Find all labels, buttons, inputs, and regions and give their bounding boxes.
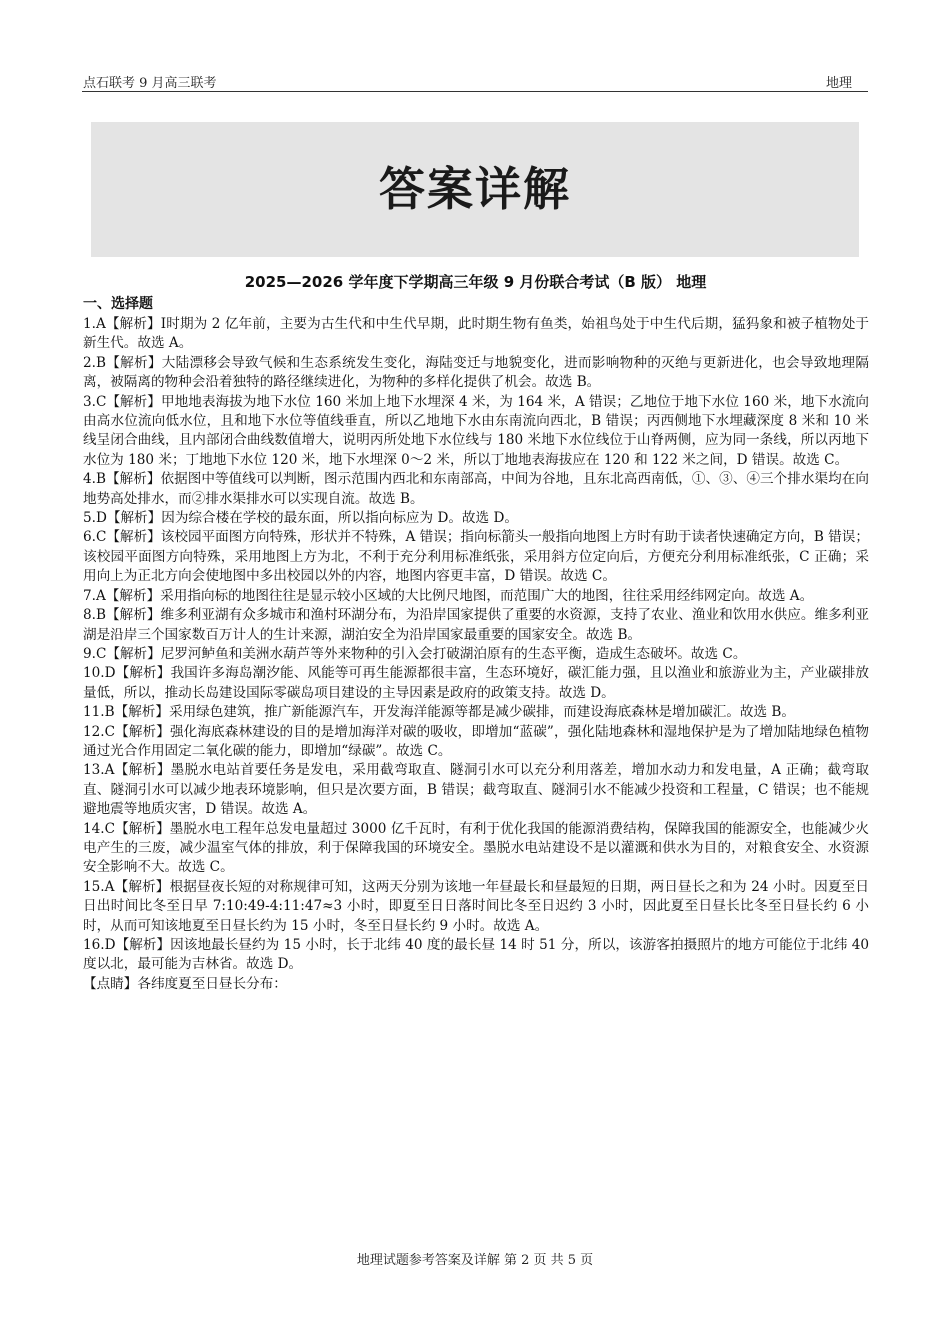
answer-text: 墨脱水电站首要任务是发电，采用截弯取直、隧洞引水可以充分利用落差，增加水动力和发电量，A 正确；截弯取直、隧洞引水可以减少地表环境影响，但只是次要方面，B 错误；截弯取直、隧洞引水不能减少投资和工程量，C 错误；也不能规避地震等地质灾害，D 错误。故选 A。 bbox=[83, 762, 870, 818]
note-item bbox=[83, 975, 869, 994]
answer-item bbox=[83, 354, 869, 393]
answer-tag: 【解析】 bbox=[106, 393, 161, 410]
answer-item bbox=[83, 393, 869, 471]
note-tag: 【点睛】 bbox=[83, 975, 138, 992]
answer-tag: 【解析】 bbox=[115, 665, 171, 682]
answer-text: 采用绿色建筑，推广新能源汽车，开发海洋能源等都是减少碳排，而建设海底森林是增加碳汇。故选 B。 bbox=[168, 704, 796, 721]
answer-tag: 【解析】 bbox=[106, 510, 162, 527]
answer-text: 维多利亚湖有众多城市和渔村环湖分布，为沿岸国家提供了重要的水资源，支持了农业、渔业和饮用水供应。维多利亚湖是沿岸三个国家数百万计人的生计来源，湖泊安全为沿岸国家最重要的国家安全。故选 B。 bbox=[83, 607, 870, 643]
banner-title: 答案详解 bbox=[379, 162, 571, 216]
answer-text: 该校园平面图方向特殊，形状并不特殊，A 错误；指向标箭头一般指向地图上方时有助于读者快速确定方向，B 错误；该校园平面图方向特殊，采用地图上方为北，不利于充分利用标准纸张，采用斜方位定向后，方便充分利用标准纸张，C 正确；采用向上为正北方向会使地图中多出校园以外的内容，地图内容更丰富，D 错误。故选 C。 bbox=[83, 529, 869, 585]
header-rule bbox=[82, 91, 868, 92]
answer-tag: 【解析】 bbox=[105, 316, 161, 332]
answer-item bbox=[83, 587, 869, 606]
answer-id: 7.A bbox=[83, 587, 106, 604]
page-footer: 地理试题参考答案及详解 第 2 页 共 5 页 bbox=[356, 1253, 594, 1268]
answer-tag: 【解析】 bbox=[106, 645, 161, 662]
answer-item bbox=[83, 761, 869, 819]
answer-tag: 【解析】 bbox=[105, 607, 161, 624]
answer-item bbox=[83, 820, 869, 878]
header-right: 地理 bbox=[825, 76, 852, 91]
answer-text: 采用指向标的地图往往是显示较小区域的大比例尺地图，而范围广大的地图，往往采用经纬网定向。故选 A。 bbox=[160, 587, 814, 604]
answer-id: 12.C bbox=[83, 723, 116, 740]
answer-tag: 【解析】 bbox=[115, 937, 171, 953]
answer-id: 10.D bbox=[83, 665, 116, 682]
answer-id: 4.B bbox=[83, 471, 106, 488]
answer-list bbox=[83, 315, 869, 994]
answer-tag: 【解析】 bbox=[114, 878, 170, 895]
answer-tag: 【解析】 bbox=[106, 529, 161, 546]
answer-text: 根据昼夜长短的对称规律可知，这两天分别为该地一年昼最长和昼最短的日期，两日昼长之和为 24 小时。因夏至日日出时间比冬至日早 7:10:49-4:11:47≈3 小时，即夏至日日落时间比冬至日迟约 3 小时，因此夏至日昼长比冬至日昼长约 6 小时，从而可知该地夏至日昼长约为 15 小时，冬至日昼长约 9 小时。故选 A。 bbox=[83, 878, 870, 934]
answer-text: 因该地最长昼约为 15 小时，长于北纬 40 度的最长昼 14 时 51 分，所以，该游客拍摄照片的地方可能位于北纬 40 度以北，最可能为吉林省。故选 D。 bbox=[83, 937, 870, 973]
answer-item bbox=[83, 878, 869, 936]
answer-id: 8.B bbox=[83, 607, 106, 624]
answer-tag: 【解析】 bbox=[114, 762, 171, 779]
answer-id: 2.B bbox=[83, 354, 106, 371]
answer-text: 因为综合楼在学校的最东面，所以指向标应为 D。故选 D。 bbox=[161, 510, 518, 527]
exam-title: 2025—2026 学年度下学期高三年级 9 月份联合考试（B 版） 地理 bbox=[244, 273, 707, 291]
header-left: 点石联考 9 月高三联考 bbox=[83, 76, 217, 91]
answer-id: 1.A bbox=[83, 316, 106, 332]
answer-item bbox=[83, 936, 869, 975]
answer-id: 13.A bbox=[83, 762, 115, 779]
answer-item bbox=[83, 509, 869, 528]
answer-item bbox=[83, 664, 869, 703]
page-header bbox=[83, 72, 868, 90]
answer-id: 14.C bbox=[83, 820, 116, 837]
answer-item bbox=[83, 315, 869, 354]
answer-tag: 【解析】 bbox=[115, 723, 170, 740]
answer-text: 大陆漂移会导致气候和生态系统发生变化，海陆变迁与地貌变化，进而影响物种的灭绝与更新进化，也会导致地理隔离，被隔离的物种会沿着独特的路径继续进化，为物种的多样化提供了机会。故选 B。 bbox=[83, 354, 870, 391]
answer-id: 15.A bbox=[83, 878, 115, 895]
answer-tag: 【解析】 bbox=[115, 820, 170, 837]
answer-text: 强化海底森林建设的目的是增加海洋对碳的吸收，即增加“蓝碳”，强化陆地森林和湿地保护是为了增加陆地绿色植物通过光合作用固定二氧化碳的能力，即增加“绿碳”。故选 C。 bbox=[83, 723, 870, 759]
answer-tag: 【解析】 bbox=[105, 587, 161, 604]
answer-id: 3.C bbox=[83, 393, 107, 410]
answer-item bbox=[83, 645, 869, 664]
section-heading: 一、选择题 bbox=[83, 296, 153, 312]
answer-text: Ⅰ时期为 2 亿年前，主要为古生代和中生代早期，此时期生物有鱼类，始祖鸟处于中生代后期，猛犸象和被子植物处于新生代。故选 A。 bbox=[83, 316, 869, 352]
answer-item bbox=[83, 703, 869, 722]
title-banner bbox=[91, 122, 859, 257]
answer-item bbox=[83, 723, 869, 762]
answer-id: 6.C bbox=[83, 529, 107, 546]
answer-tag: 【解析】 bbox=[105, 354, 162, 371]
answer-item bbox=[83, 470, 869, 509]
answer-item bbox=[83, 606, 869, 645]
answer-id: 5.D bbox=[83, 510, 107, 527]
answer-text: 尼罗河鲈鱼和美洲水葫芦等外来物种的引入会打破湖泊原有的生态平衡，造成生态破坏。故选 C。 bbox=[160, 645, 747, 662]
answer-id: 11.B bbox=[83, 704, 115, 721]
answer-text: 甲地地表海拔为地下水位 160 米加上地下水埋深 4 米，为 164 米，A 错误；乙地位于地下水位 160 米，地下水流向由高水位流向低水位，且和地下水位等值线垂直，所以乙地地下水由东南流向西北，B 错误；丙西侧地下水埋藏深度 8 米和 10 米线呈闭合曲线，且内部闭合曲线数值增大，说明丙所处地下水位线与 180 米地下水位线位于山脊两侧，应为同一条线，所以丙地下水位为 180 米；丁地地下水位 120 米，地下水埋深 0～2 米，所以丁地地表海拔应在 120 和 122 米之间，D 错误。故选 C。 bbox=[83, 393, 869, 468]
answer-id: 9.C bbox=[83, 645, 107, 662]
note-text: 各纬度夏至日昼长分布： bbox=[137, 975, 287, 992]
answer-text: 我国许多海岛潮汐能、风能等可再生能源都很丰富，生态环境好，碳汇能力强，且以渔业和旅游业为主，产业碳排放量低，所以，推动长岛建设国际零碳岛项目建设的主导因素是政府的政策支持。故选 D。 bbox=[83, 665, 869, 701]
answer-tag: 【解析】 bbox=[105, 471, 161, 488]
answer-id: 16.D bbox=[83, 937, 116, 953]
answer-text: 依据图中等值线可以判断，图示范围内西北和东南部高，中间为谷地，且东北高西南低，①、③、④三个排水渠均在向地势高处排水，而②排水渠排水可以实现自流。故选 B。 bbox=[83, 471, 870, 507]
answer-tag: 【解析】 bbox=[114, 704, 169, 721]
answer-item bbox=[83, 528, 869, 586]
answer-text: 墨脱水电工程年总发电量超过 3000 亿千瓦时，有利于优化我国的能源消费结构，保障我国的能源安全，也能减少火电产生的三废，减少温室气体的排放，利于保障我国的环境安全。墨脱水电站建设不是以灌溉和供水为目的，对粮食安全、水资源安全影响不大。故选 C。 bbox=[83, 820, 870, 876]
